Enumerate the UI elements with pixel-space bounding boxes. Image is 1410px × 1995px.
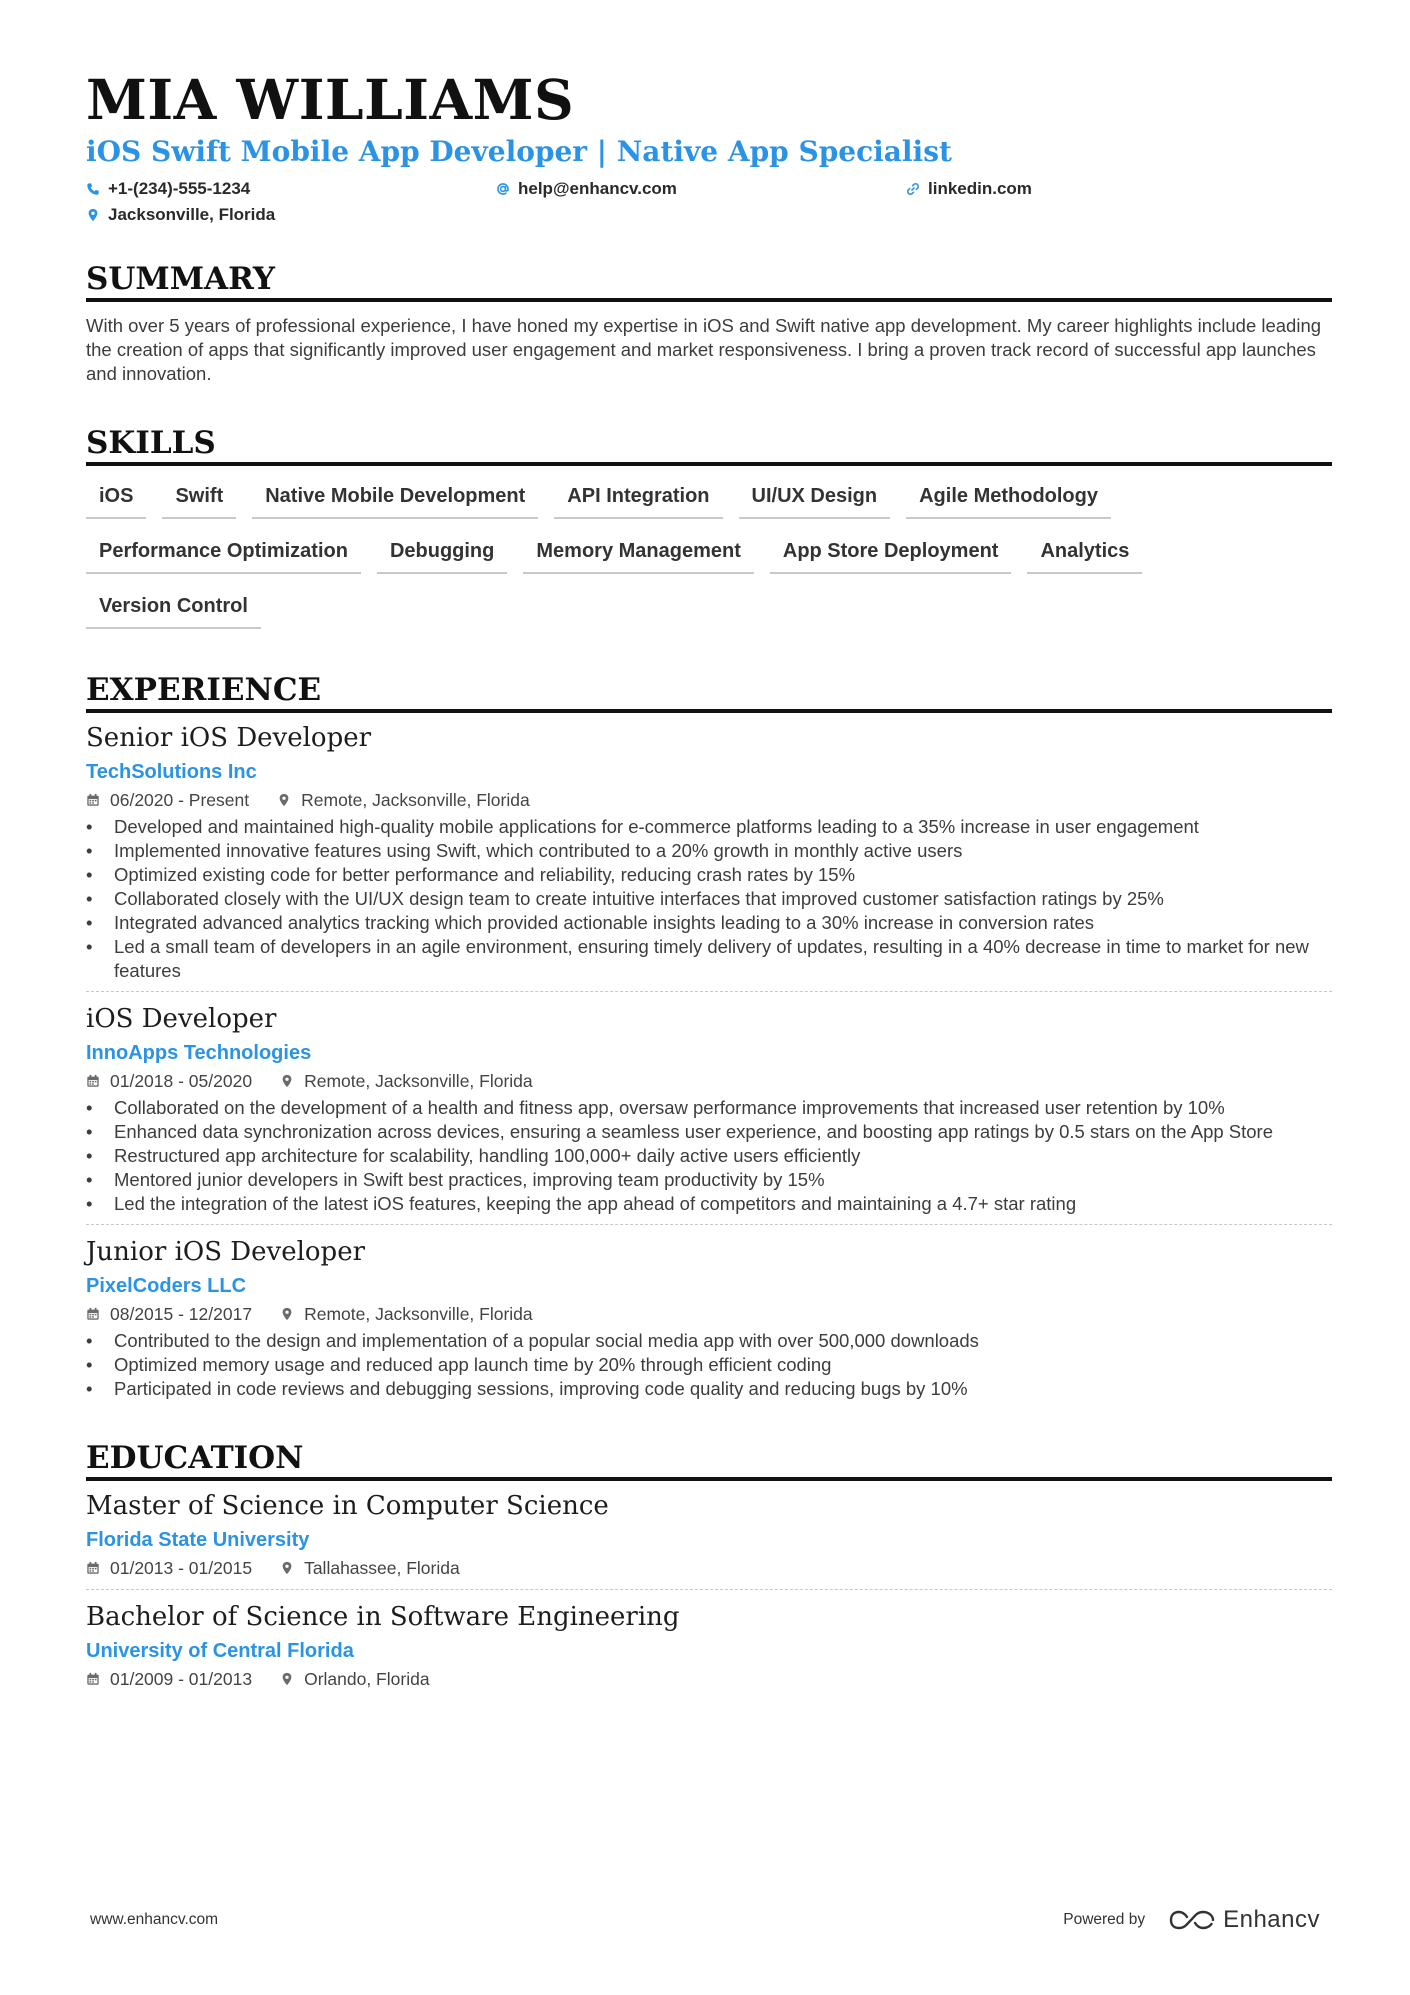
education-heading: EDUCATION xyxy=(86,1439,1332,1481)
skill-tag: iOS xyxy=(86,476,146,519)
bullet-item: • Restructured app architecture for scalability, handling 100,000+ daily active users efficiently xyxy=(86,1144,1332,1168)
contact-linkedin[interactable] xyxy=(906,176,1316,202)
enhancv-logo-icon xyxy=(1169,1908,1215,1932)
job-company: InnoApps Technologies xyxy=(86,1042,312,1064)
dates-text: 06/2020 - Present xyxy=(110,790,250,810)
experience-entry xyxy=(86,713,1332,983)
powered-by[interactable] xyxy=(1063,1906,1320,1934)
bullet-item: • Led a small team of developers in an agile environment, ensuring timely delivery of updates, resulting in a 40% decrease in time to market for new features xyxy=(86,935,1332,983)
skill-tag: Memory Management xyxy=(523,531,754,574)
bullet-item: • Optimized existing code for better performance and reliability, reducing crash rates by 15% xyxy=(86,863,1332,887)
education-entry xyxy=(86,1589,1332,1692)
job-role: Junior iOS Developer xyxy=(86,1237,366,1267)
skill-tag: API Integration xyxy=(554,476,722,519)
bullet-item: • Implemented innovative features using Swift, which contributed to a 20% growth in monthly active users xyxy=(86,839,1332,863)
education-dates xyxy=(86,1666,252,1692)
location-pin-icon xyxy=(86,208,100,222)
skill-tag: App Store Deployment xyxy=(770,531,1012,574)
job-bullets xyxy=(86,815,1332,983)
bullet-item: • Integrated advanced analytics tracking which provided actionable insights leading to a 30% increase in conversion rates xyxy=(86,911,1332,935)
calendar-icon xyxy=(86,793,100,807)
contact-phone[interactable] xyxy=(86,176,496,202)
skills-section xyxy=(86,424,1332,641)
education-entry xyxy=(86,1481,1332,1581)
experience-entry xyxy=(86,991,1332,1216)
job-meta xyxy=(86,1301,1332,1327)
contact-list xyxy=(86,176,1332,228)
dates-text: 01/2018 - 05/2020 xyxy=(110,1071,253,1091)
calendar-icon xyxy=(86,1074,100,1088)
skill-tag: Agile Methodology xyxy=(906,476,1111,519)
enhancv-brand: Enhancv xyxy=(1223,1906,1320,1933)
skill-tag: UI/UX Design xyxy=(739,476,891,519)
education-location xyxy=(280,1555,460,1581)
candidate-name: MIA WILLIAMS xyxy=(86,67,575,132)
skills-list xyxy=(86,476,1332,641)
bullet-item: • Developed and maintained high-quality mobile applications for e-commerce platforms leading to a 35% increase in user engagement xyxy=(86,815,1332,839)
job-bullets xyxy=(86,1096,1332,1216)
bullet-item: • Optimized memory usage and reduced app launch time by 20% through efficient coding xyxy=(86,1353,1332,1377)
job-location xyxy=(277,787,530,813)
bullet-item: • Led the integration of the latest iOS features, keeping the app ahead of competitors and maintaining a 4.7+ star rating xyxy=(86,1192,1332,1216)
dates-text: 01/2009 - 01/2013 xyxy=(110,1669,253,1689)
location-pin-icon xyxy=(280,1074,294,1088)
linkedin-text: linkedin.com xyxy=(928,179,1032,198)
school-name: Florida State University xyxy=(86,1529,310,1551)
degree-title: Master of Science in Computer Science xyxy=(86,1491,609,1521)
education-section xyxy=(86,1439,1332,1692)
education-location xyxy=(280,1666,429,1692)
email-text: help@enhancv.com xyxy=(518,179,677,198)
experience-heading: EXPERIENCE xyxy=(86,671,1332,713)
skill-tag: Swift xyxy=(162,476,236,519)
job-dates xyxy=(86,1068,252,1094)
bullet-item: • Collaborated closely with the UI/UX design team to create intuitive interfaces that improved customer satisfaction ratings by 25% xyxy=(86,887,1332,911)
contact-email[interactable] xyxy=(496,176,906,202)
bullet-item: • Participated in code reviews and debugging sessions, improving code quality and reducing bugs by 10% xyxy=(86,1377,1332,1401)
location-pin-icon xyxy=(277,793,291,807)
location-text: Remote, Jacksonville, Florida xyxy=(301,790,530,810)
page-footer xyxy=(90,1905,1320,1935)
education-meta xyxy=(86,1666,1332,1692)
skill-tag: Version Control xyxy=(86,586,261,629)
location-text: Tallahassee, Florida xyxy=(304,1558,460,1578)
school-name: University of Central Florida xyxy=(86,1640,354,1662)
location-text: Jacksonville, Florida xyxy=(108,205,276,224)
job-company: PixelCoders LLC xyxy=(86,1275,247,1297)
skill-tag: Native Mobile Development xyxy=(252,476,538,519)
phone-icon xyxy=(86,182,100,196)
skill-tag: Analytics xyxy=(1027,531,1142,574)
job-location xyxy=(280,1068,533,1094)
location-pin-icon xyxy=(280,1672,294,1686)
skill-tag: Performance Optimization xyxy=(86,531,361,574)
location-text: Orlando, Florida xyxy=(304,1669,430,1689)
education-meta xyxy=(86,1555,1332,1581)
calendar-icon xyxy=(86,1561,100,1575)
candidate-title: iOS Swift Mobile App Developer | Native App Specialist xyxy=(86,135,952,168)
job-dates xyxy=(86,1301,252,1327)
location-text: Remote, Jacksonville, Florida xyxy=(304,1071,533,1091)
location-text: Remote, Jacksonville, Florida xyxy=(304,1304,533,1324)
footer-url[interactable]: www.enhancv.com xyxy=(90,1911,219,1928)
contact-location xyxy=(86,202,496,228)
summary-heading: SUMMARY xyxy=(86,260,1332,302)
bullet-item: • Collaborated on the development of a health and fitness app, oversaw performance improvements that increased user retention by 10% xyxy=(86,1096,1332,1120)
job-company: TechSolutions Inc xyxy=(86,761,257,783)
job-dates xyxy=(86,787,249,813)
bullet-item: • Mentored junior developers in Swift best practices, improving team productivity by 15% xyxy=(86,1168,1332,1192)
location-pin-icon xyxy=(280,1307,294,1321)
experience-section xyxy=(86,671,1332,1401)
location-pin-icon xyxy=(280,1561,294,1575)
job-role: iOS Developer xyxy=(86,1004,277,1034)
resume-page xyxy=(86,68,1332,1692)
job-meta xyxy=(86,787,1332,813)
powered-by-label: Powered by xyxy=(1063,1911,1146,1928)
calendar-icon xyxy=(86,1672,100,1686)
job-bullets xyxy=(86,1329,1332,1401)
experience-entry xyxy=(86,1224,1332,1401)
dates-text: 01/2013 - 01/2015 xyxy=(110,1558,253,1578)
at-icon xyxy=(496,182,510,196)
dates-text: 08/2015 - 12/2017 xyxy=(110,1304,253,1324)
bullet-item: • Contributed to the design and implementation of a popular social media app with over 500,000 downloads xyxy=(86,1329,1332,1353)
job-meta xyxy=(86,1068,1332,1094)
skills-heading: SKILLS xyxy=(86,424,1332,466)
skill-tag: Debugging xyxy=(377,531,507,574)
phone-text: +1-(234)-555-1234 xyxy=(108,179,251,198)
job-location xyxy=(280,1301,533,1327)
degree-title: Bachelor of Science in Software Engineering xyxy=(86,1602,680,1632)
job-role: Senior iOS Developer xyxy=(86,723,372,753)
summary-text: With over 5 years of professional experience, I have honed my expertise in iOS and Swift native app development. My career highlights include leading the creation of apps that significantly improved user engagement and market responsiveness. I bring a proven track record of successful app launches and innovation. xyxy=(86,315,1322,384)
calendar-icon xyxy=(86,1307,100,1321)
bullet-item: • Enhanced data synchronization across devices, ensuring a seamless user experience, and boosting app ratings by 0.5 stars on the App Store xyxy=(86,1120,1332,1144)
link-icon xyxy=(906,182,920,196)
education-dates xyxy=(86,1555,252,1581)
summary-section xyxy=(86,260,1332,386)
